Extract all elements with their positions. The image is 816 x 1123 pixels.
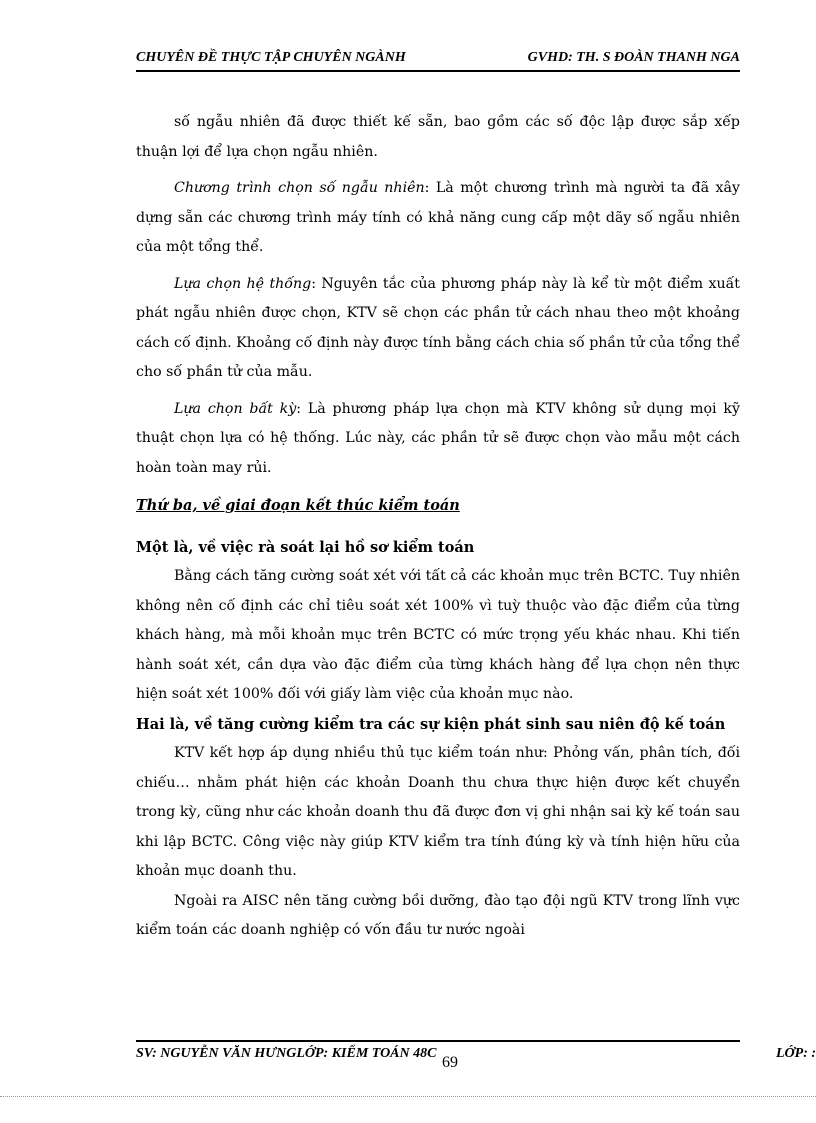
page-header: [136, 48, 740, 72]
paragraph-subsequent-events: KTV kết hợp áp dụng nhiều thủ tục kiểm toán như: Phỏng vấn, phân tích, đối chiếu… nhằm phát hiện các khoản Doanh thu chưa thực hiện được kết chuyển trong kỳ, cũng như các khoản doanh thu đã được đơn vị ghi nhận sai kỳ kế toán sau khi lập BCTC. Công việc này giúp KTV kiểm tra tính đúng kỳ và tính hiện hữu của khoản mục doanh thu.: [136, 745, 740, 879]
page-bottom-rule: [0, 1096, 816, 1097]
term-random-program: Chương trình chọn số ngẫu nhiên: [174, 180, 425, 196]
subsection-heading-review: Một là, về việc rà soát lại hồ sơ kiểm toán: [136, 538, 475, 556]
paragraph-training: Ngoài ra AISC nên tăng cường bồi dưỡng, đào tạo đội ngũ KTV trong lĩnh vực kiểm toán các doanh nghiệp có vốn đầu tư nước ngoài: [136, 892, 740, 938]
paragraph-systematic-selection: [136, 270, 740, 388]
term-systematic-selection: Lựa chọn hệ thống: [174, 275, 312, 292]
paragraph-text: : Nguyên tắc của phương pháp này là kể từ một điểm xuất phát ngẫu nhiên được chọn, KTV sẽ chọn các phần tử cách nhau theo một khoảng cách cố định. Khoảng cố định này được tính bằng cách chia số phần tử của tổng thể cho số phần tử của mẫu.: [136, 275, 740, 380]
subsection-heading-subsequent-events: Hai là, về tăng cường kiểm tra các sự kiện phát sinh sau niên độ kế toán: [136, 715, 726, 733]
paragraph-text: : Là phương pháp lựa chọn mà KTV không sử dụng mọi kỹ thuật chọn lựa có hệ thống. Lúc này, các phần tử sẽ được chọn vào mẫu một cách hoàn toàn may rủi.: [136, 400, 740, 476]
header-supervisor: GVHD: TH. S ĐOÀN THANH NGA: [527, 50, 740, 65]
footer-class-info: LỚP: :: [776, 1046, 816, 1061]
paragraph-haphazard-selection: [136, 395, 740, 484]
paragraph-review: Bằng cách tăng cường soát xét với tất cả các khoản mục trên BCTC. Tuy nhiên không nên cố định các chỉ tiêu soát xét 100% vì tuỳ thuộc vào đặc điểm của từng khách hàng, mà mỗi khoản mục trên BCTC có mức trọng yếu khác nhau. Khi tiến hành soát xét, cần dựa vào đặc điểm của từng khách hàng để lựa chọn nên thực hiện soát xét 100% đối với giấy làm việc của khoản mục nào.: [136, 568, 740, 702]
paragraph-text: : Là một chương trình mà người ta đã xây dựng sẵn các chương trình máy tính có khả năng cung cấp một dãy số ngẫu nhiên của một tổng thể.: [136, 180, 740, 255]
paragraph-random-numbers: [136, 108, 740, 167]
footer-divider: [136, 1040, 740, 1042]
header-course-title: CHUYÊN ĐỀ THỰC TẬP CHUYÊN NGÀNH: [136, 50, 406, 65]
section-heading: Thứ ba, về giai đoạn kết thúc kiểm toán: [136, 497, 460, 514]
page-number: 69: [442, 1054, 458, 1071]
document-body: [136, 108, 740, 953]
paragraph-random-program: [136, 174, 740, 263]
footer-student-info: SV: NGUYỄN VĂN HƯNGLỚP: KIỂM TOÁN 48C: [136, 1046, 437, 1061]
term-haphazard-selection: Lựa chọn bất kỳ: [174, 400, 297, 417]
paragraph-text: số ngẫu nhiên đã được thiết kế sẵn, bao gồm các số độc lập được sắp xếp thuận lợi để lựa chọn ngẫu nhiên.: [136, 114, 740, 160]
